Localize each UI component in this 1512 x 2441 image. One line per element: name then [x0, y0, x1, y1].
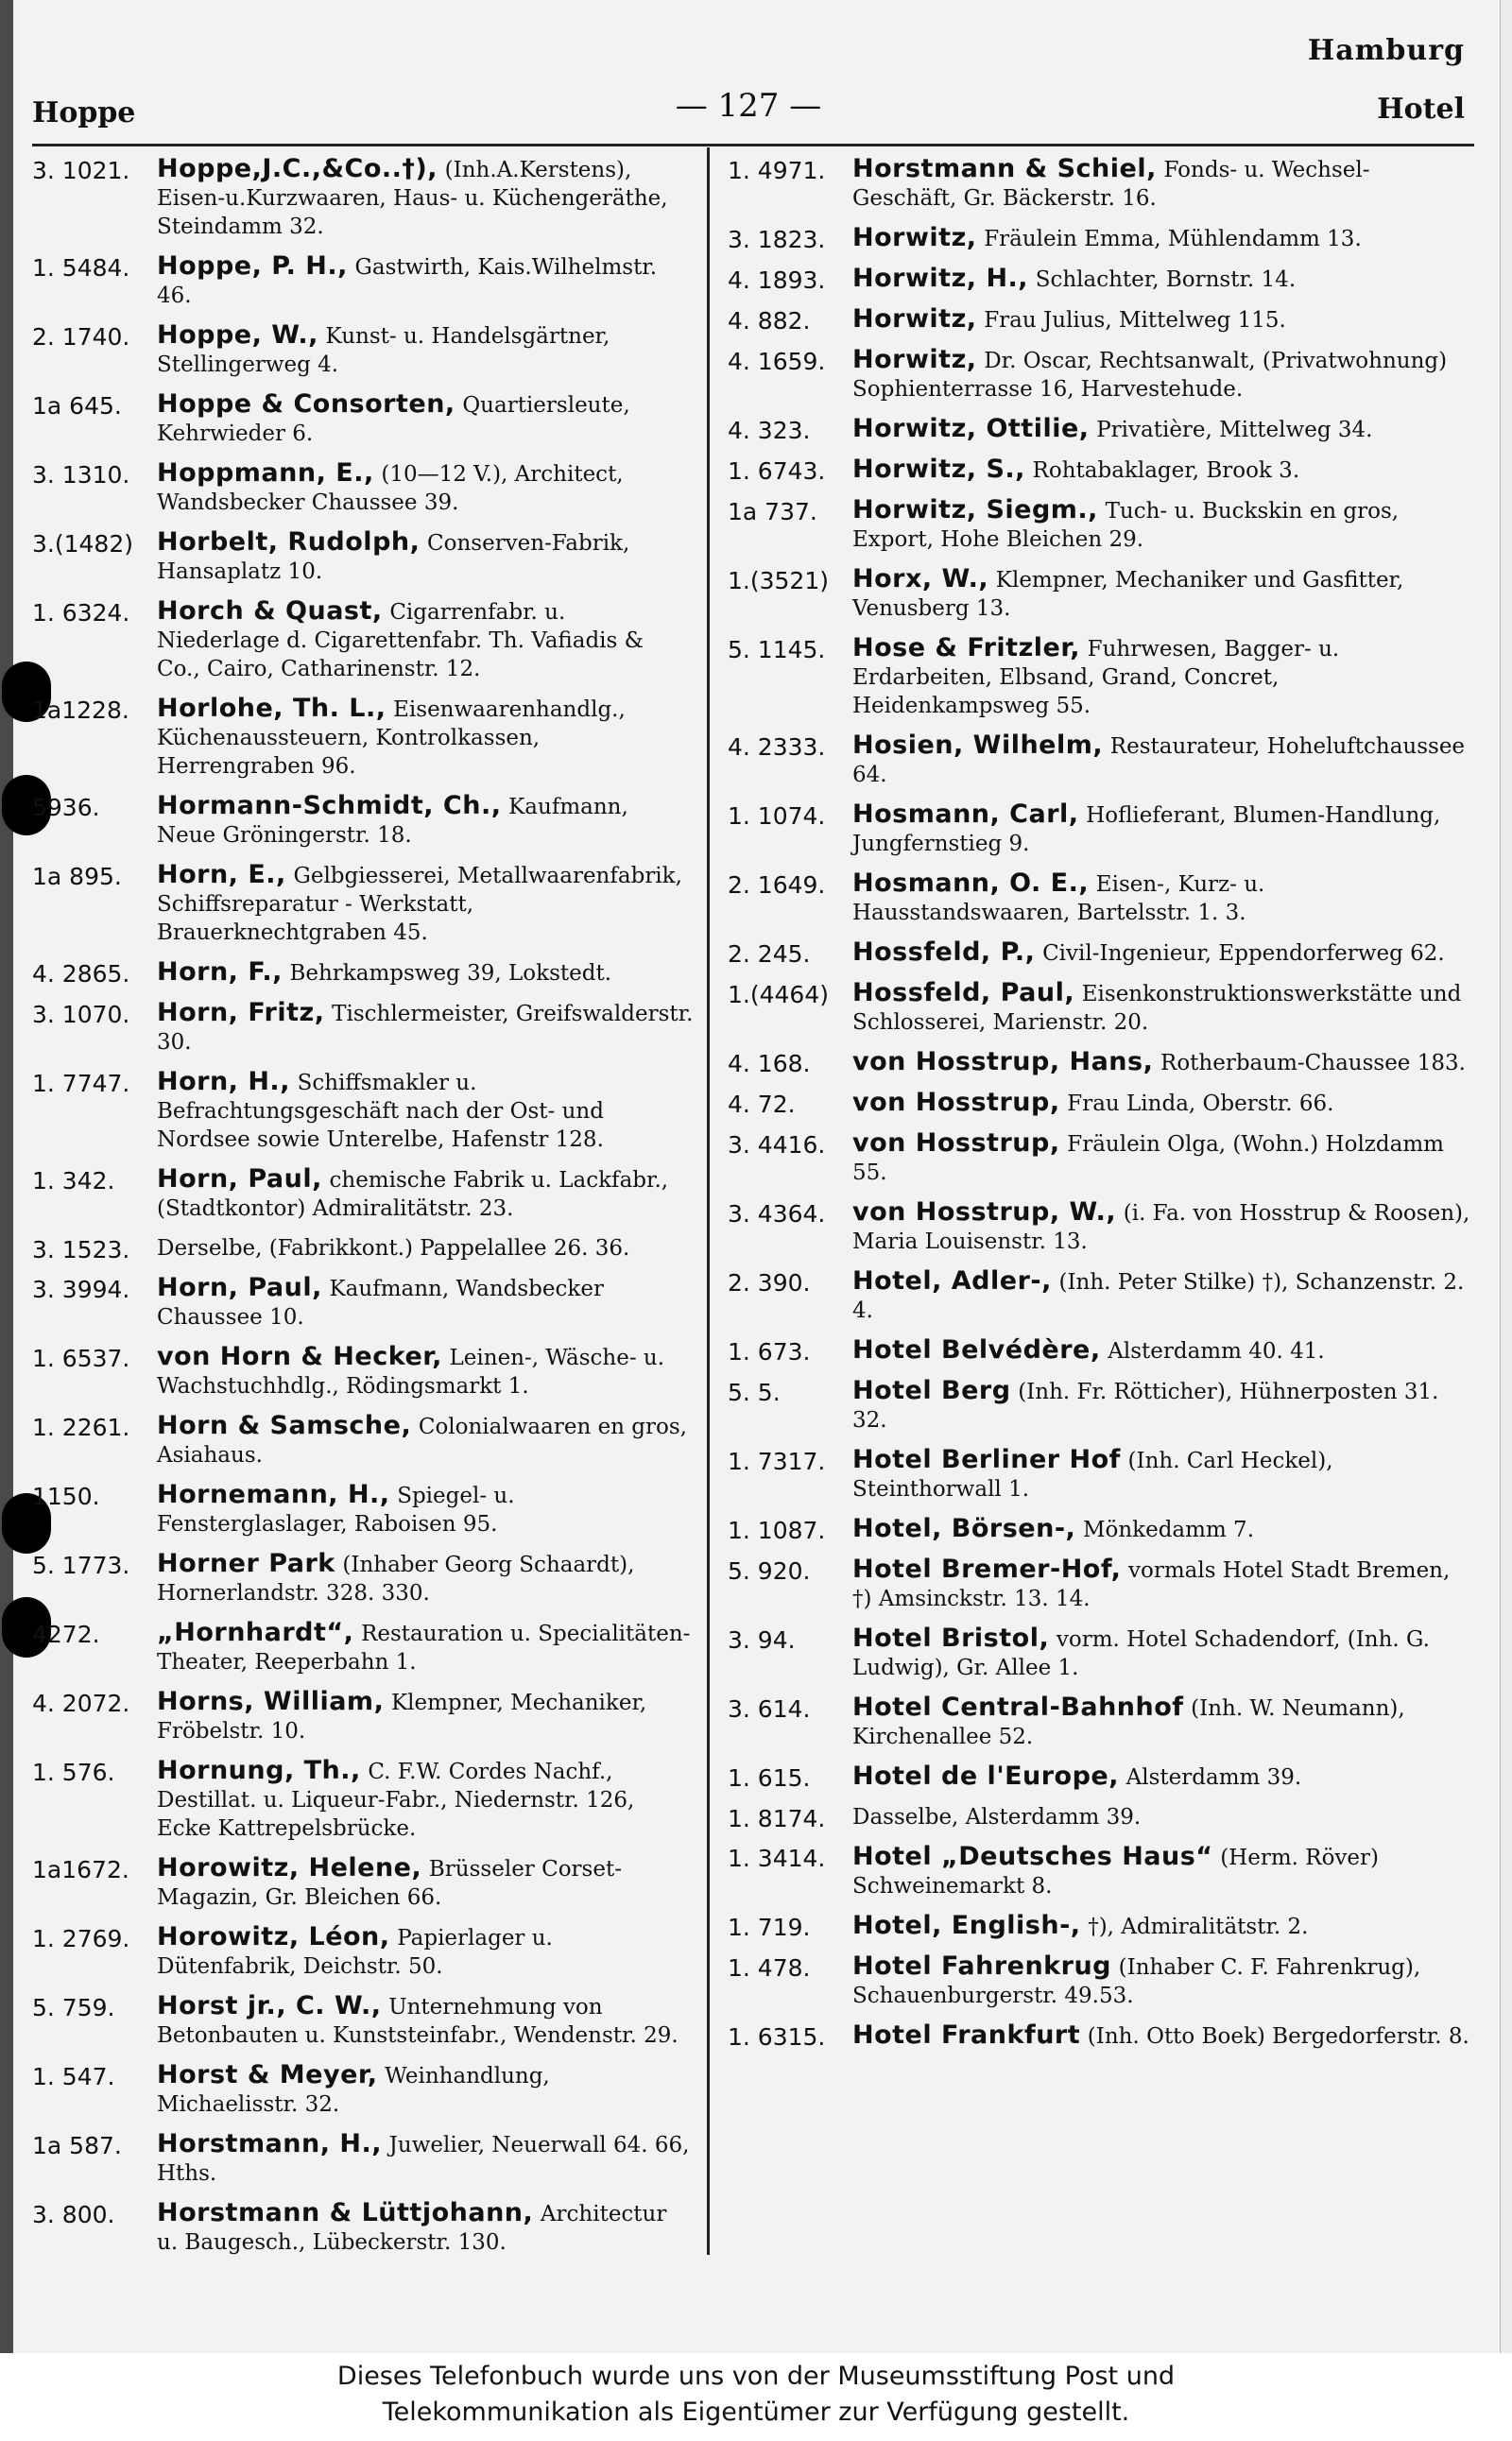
entry-description: Papierlager u. Dütenfabrik, Deichstr. 50. [157, 1926, 553, 1979]
directory-entry [728, 415, 1472, 444]
directory-entry [32, 1481, 694, 1539]
footer-notice [0, 2353, 1512, 2441]
phone-number: 3. 614. [728, 1695, 811, 1723]
entry-name: Horstmann, H., [157, 2129, 383, 2158]
phone-number: 5. 759. [32, 1994, 115, 2021]
directory-entry [728, 1515, 1472, 1544]
entry-name: Hotel, English-, [852, 1911, 1081, 1940]
entry-name: Horstmann & Schiel, [852, 154, 1157, 183]
directory-entry [728, 346, 1472, 404]
phone-number: 2. 245. [728, 940, 811, 968]
entry-name: Hoppe, W., [157, 320, 318, 350]
entry-name: Hotel Belvédère, [852, 1335, 1101, 1365]
entry-name: Hotel Bristol, [852, 1624, 1050, 1653]
directory-entry [32, 1688, 694, 1745]
header-right-keyword: Hotel [1377, 93, 1465, 126]
entry-name: Hotel Frankfurt [852, 2020, 1081, 2050]
directory-entry [32, 1992, 694, 2050]
entry-description: (Inh. Fr. Rötticher), Hühnerposten 31. 32. [852, 1380, 1439, 1433]
entry-description: Frau Linda, Oberstr. 66. [1067, 1092, 1334, 1116]
entry-description: Kunst- u. Handelsgärtner, Stellingerweg 4. [157, 324, 610, 377]
phone-number: 4. 2333. [728, 733, 826, 761]
page-number: — 127 — [675, 87, 822, 125]
binding-edge [0, 0, 13, 2353]
phone-number: 2. 1740. [32, 323, 130, 351]
entry-name: Hormann-Schmidt, Ch., [157, 791, 502, 820]
phone-number: 4. 1659. [728, 348, 826, 375]
entry-description: chemische Fabrik u. Lackfabr., (Stadtkontor) Admiralitätstr. 23. [157, 1168, 669, 1221]
phone-number: 1. 3414. [728, 1845, 826, 1872]
entry-name: Hossfeld, Paul, [852, 978, 1075, 1007]
phone-number: 3. 94. [728, 1626, 796, 1654]
phone-number: 1. 4971. [728, 157, 826, 184]
entry-name: Hosien, Wilhelm, [852, 731, 1104, 760]
phone-number: 4. 2072. [32, 1690, 130, 1717]
header-left-keyword: Hoppe [32, 96, 136, 129]
entry-name: Hosmann, O. E., [852, 868, 1090, 898]
phone-number: 1. 7747. [32, 1070, 130, 1097]
entry-name: Horn, Fritz, [157, 998, 325, 1027]
entry-description: Rotherbaum-Chaussee 183. [1160, 1051, 1466, 1075]
entry-description: Civil-Ingenieur, Eppendorferweg 62. [1042, 941, 1445, 966]
entry-name: Horn, E., [157, 860, 286, 889]
entry-description: Mönkedamm 7. [1082, 1518, 1255, 1542]
directory-entry [728, 1048, 1472, 1077]
entry-description: Tischlermeister, Greifswalderstr. 30. [157, 1002, 694, 1055]
entry-description: Alsterdamm 40. 41. [1108, 1339, 1325, 1364]
phone-number: 3. 1823. [728, 226, 826, 253]
directory-entry [728, 938, 1472, 968]
phone-number: 1. 673. [728, 1338, 811, 1366]
phone-number: 5. 5. [728, 1379, 781, 1406]
directory-entry [32, 1412, 694, 1470]
entry-name: Hotel „Deutsches Haus“ [852, 1842, 1213, 1871]
entry-name: Hotel Fahrenkrug [852, 1951, 1111, 1981]
entry-name: Horner Park [157, 1549, 335, 1578]
entry-description: Architectur u. Baugesch., Lübeckerstr. 130. [157, 2202, 667, 2255]
phone-number: 4. 2865. [32, 960, 130, 988]
directory-entry [728, 1089, 1472, 1118]
column-divider [707, 147, 710, 2255]
phone-number: 1a 587. [32, 2132, 122, 2159]
entry-description: Gelbgiesserei, Metallwaarenfabrik, Schiffsreparatur - Werkstatt, Brauerknechtgraben 45. [157, 864, 682, 945]
directory-entry [728, 224, 1472, 253]
directory-entry [32, 1068, 694, 1154]
entry-name: Horx, W., [852, 564, 989, 593]
entry-name: Horch & Quast, [157, 596, 383, 626]
entry-name: von Horn & Hecker, [157, 1342, 442, 1371]
entry-name: von Hosstrup, [852, 1088, 1060, 1117]
entry-description: Dr. Oscar, Rechtsanwalt, (Privatwohnung) Sophienterrasse 16, Harvestehude. [852, 349, 1448, 402]
phone-number: 1. 5484. [32, 254, 130, 282]
phone-number: 4272. [32, 1621, 100, 1648]
entry-name: Horst jr., C. W., [157, 1991, 382, 2020]
directory-entry [32, 459, 694, 517]
phone-number: 3. 1070. [32, 1001, 130, 1028]
entry-description: Weinhandlung, Michaelisstr. 32. [157, 2064, 550, 2117]
directory-entry [728, 1446, 1472, 1504]
entry-name: Hotel Berg [852, 1376, 1011, 1405]
phone-number: 1. 6324. [32, 599, 130, 627]
phone-number: 2. 1649. [728, 871, 826, 899]
entry-name: Horstmann & Lüttjohann, [157, 2198, 534, 2227]
entry-name: von Hosstrup, Hans, [852, 1047, 1154, 1076]
directory-entry [32, 861, 694, 947]
phone-number: 4. 882. [728, 307, 811, 335]
directory-entry [728, 1556, 1472, 1613]
phone-number: 1. 1087. [728, 1517, 826, 1544]
header-city: Hamburg [1307, 34, 1465, 67]
entry-name: Horowitz, Helene, [157, 1853, 422, 1882]
phone-number: 3. 1021. [32, 157, 130, 184]
entry-name: Horwitz, S., [852, 455, 1025, 484]
phone-number: 3. 800. [32, 2201, 115, 2228]
entry-name: Hoppmann, E., [157, 458, 374, 488]
entry-name: Horwitz, [852, 223, 977, 252]
entry-name: Horn, Paul, [157, 1273, 322, 1302]
phone-number: 4. 72. [728, 1091, 796, 1118]
directory-entry [32, 1274, 694, 1332]
entry-description: Eisenkonstruktionswerkstätte und Schlosserei, Marienstr. 20. [852, 982, 1462, 1035]
entry-description: (Inhaber Georg Schaardt), Hornerlandstr. 328. 330. [157, 1553, 635, 1606]
phone-number: 1. 547. [32, 2063, 115, 2090]
directory-entry [728, 800, 1472, 858]
entry-description: Juwelier, Neuerwall 64. 66, Hths. [157, 2133, 690, 2186]
phone-number: 1. 8174. [728, 1805, 826, 1832]
phone-number: 3. 1523. [32, 1236, 130, 1263]
phone-number: 1. 7317. [728, 1448, 826, 1475]
phone-number: 1a1672. [32, 1856, 129, 1883]
entry-description: Fräulein Emma, Mühlendamm 13. [984, 227, 1362, 251]
entry-description: Brüsseler Corset-Magazin, Gr. Bleichen 66. [157, 1857, 622, 1910]
entry-name: Hotel Bremer-Hof, [852, 1555, 1122, 1584]
directory-entry [32, 2130, 694, 2188]
entry-description: Tuch- u. Buckskin en gros, Export, Hohe Bleichen 29. [852, 499, 1400, 552]
entry-description: Kaufmann, Wandsbecker Chaussee 10. [157, 1277, 604, 1330]
entry-description: Restauration u. Specialitäten-Theater, Reeperbahn 1. [157, 1622, 691, 1675]
entry-name: Horwitz, [852, 304, 977, 334]
entry-description: Eisen-, Kurz- u. Hausstandswaaren, Bartelsstr. 1. 3. [852, 872, 1265, 925]
phone-number: 1. 2261. [32, 1414, 130, 1441]
entry-description: Klempner, Mechaniker und Gasfitter, Venusberg 13. [852, 568, 1404, 621]
directory-entry [728, 1693, 1472, 1751]
entry-description: Cigarrenfabr. u. Niederlage d. Cigarettenfabr. Th. Vafiadis & Co., Cairo, Catharinenstr. 12. [157, 600, 644, 681]
phone-number: 1a1228. [32, 696, 129, 724]
directory-entry [728, 634, 1472, 720]
entry-description: Hoflieferant, Blumen-Handlung, Jungfernstieg 9. [852, 803, 1441, 856]
directory-entry [32, 999, 694, 1057]
directory-entry [728, 265, 1472, 294]
entry-description: †), Admiralitätstr. 2. [1088, 1915, 1309, 1939]
phone-number: 5936. [32, 794, 100, 821]
entry-name: Hotel, Börsen-, [852, 1514, 1076, 1543]
phone-number: 3.(1482) [32, 530, 133, 558]
entry-name: Hosmann, Carl, [852, 799, 1079, 829]
directory-entry [32, 2199, 694, 2257]
directory-entry [728, 496, 1472, 554]
entry-description: Quartiersleute, Kehrwieder 6. [157, 393, 630, 446]
directory-entry [728, 1762, 1472, 1792]
entry-name: Hornemann, H., [157, 1480, 390, 1509]
entry-description: (Inh.A.Kerstens), Eisen-u.Kurzwaaren, Haus- u. Küchengeräthe, Steindamm 32. [157, 158, 668, 239]
entry-description: Fonds- u. Wechsel-Geschäft, Gr. Bäckerstr. 16. [852, 158, 1370, 211]
right-column [728, 155, 1472, 2062]
phone-number: 1150. [32, 1483, 100, 1510]
entry-description: (Inh. Otto Boek) Bergedorferstr. 8. [1087, 2024, 1469, 2049]
directory-entry [728, 565, 1472, 623]
entry-name: Horwitz, Ottilie, [852, 414, 1090, 443]
entry-description: vorm. Hotel Schadendorf, (Inh. G. Ludwig), Gr. Allee 1. [852, 1627, 1430, 1680]
entry-description: Schiffsmakler u. Befrachtungsgeschäft nach der Ost- und Nordsee sowie Unterelbe, Hafenstr 128. [157, 1071, 604, 1152]
entry-description: (Herm. Röver) Schweinemarkt 8. [852, 1846, 1380, 1899]
entry-name: Horowitz, Léon, [157, 1922, 390, 1951]
entry-name: Horn & Samsche, [157, 1411, 412, 1440]
phone-number: 5. 920. [728, 1557, 811, 1585]
entry-description: Derselbe, (Fabrikkont.) Pappelallee 26. 36. [157, 1236, 630, 1261]
header-rule [32, 144, 1474, 146]
directory-entry [32, 390, 694, 448]
entry-name: Horwitz, [852, 345, 977, 374]
directory-entry [32, 597, 694, 683]
directory-entry [728, 2021, 1472, 2051]
entry-description: Eisenwaarenhandlg., Küchenaussteuern, Kontrolkassen, Herrengraben 96. [157, 697, 626, 779]
entry-name: Horwitz, H., [852, 264, 1029, 293]
entry-description: Frau Julius, Mittelweg 115. [984, 308, 1286, 333]
entry-description: Kaufmann, Neue Gröningerstr. 18. [157, 795, 628, 848]
phone-number: 5. 1773. [32, 1552, 130, 1579]
entry-name: Horwitz, Siegm., [852, 495, 1098, 524]
entry-name: Hotel de l'Europe, [852, 1762, 1120, 1791]
directory-entry [32, 695, 694, 781]
phone-number: 3. 1310. [32, 461, 130, 489]
entry-name: „Hornhardt“, [157, 1618, 354, 1647]
entry-description: Rohtabaklager, Brook 3. [1032, 458, 1300, 483]
entry-description: Klempner, Mechaniker, Fröbelstr. 10. [157, 1691, 647, 1744]
phone-number: 1. 2769. [32, 1925, 130, 1952]
phone-number: 1a 645. [32, 392, 122, 420]
entry-name: Hose & Fritzler, [852, 633, 1080, 662]
phone-number: 1. 576. [32, 1759, 115, 1786]
directory-entry [32, 321, 694, 379]
entry-description: Alsterdamm 39. [1125, 1765, 1302, 1790]
entry-description: Schlachter, Bornstr. 14. [1035, 267, 1297, 292]
entry-description: Dasselbe, Alsterdamm 39. [852, 1805, 1142, 1830]
entry-name: von Hosstrup, [852, 1128, 1060, 1158]
entry-name: Horns, William, [157, 1687, 385, 1716]
entry-name: Hotel Berliner Hof [852, 1445, 1121, 1474]
entry-description: (i. Fa. von Hosstrup & Roosen), Maria Louisenstr. 13. [852, 1201, 1470, 1254]
phone-number: 5. 1145. [728, 636, 826, 663]
entry-name: Horn, Paul, [157, 1164, 322, 1194]
entry-name: Horst & Meyer, [157, 2060, 378, 2089]
entry-description: Restaurateur, Hoheluftchaussee 64. [852, 734, 1466, 787]
phone-number: 1. 6537. [32, 1345, 130, 1372]
entry-description: (Inh. Peter Stilke) †), Schanzenstr. 2. 4. [852, 1270, 1465, 1323]
phone-number: 4. 1893. [728, 266, 826, 294]
phone-number: 1. 1074. [728, 802, 826, 830]
entry-description: (10—12 V.), Architect, Wandsbecker Chaussee 39. [157, 462, 624, 515]
entry-description: Colonialwaaren en gros, Asiahaus. [157, 1415, 687, 1468]
directory-entry [32, 1854, 694, 1912]
entry-description: Behrkampsweg 39, Lokstedt. [289, 961, 612, 986]
entry-name: Hoppe, P. H., [157, 251, 348, 281]
directory-entry [728, 869, 1472, 927]
phone-number: 3. 4416. [728, 1131, 826, 1159]
directory-entry [728, 1843, 1472, 1900]
entry-name: Horn, H., [157, 1067, 290, 1096]
entry-description: C. F.W. Cordes Nachf., Destillat. u. Liqueur-Fabr., Niedernstr. 126, Ecke Kattrepelsbrücke. [157, 1760, 635, 1841]
entry-name: Hotel, Adler-, [852, 1266, 1052, 1296]
entry-description: Leinen-, Wäsche- u. Wachstuchhdlg., Rödingsmarkt 1. [157, 1346, 665, 1399]
entry-name: Horbelt, Rudolph, [157, 527, 421, 557]
phone-number: 3. 4364. [728, 1200, 826, 1228]
directory-entry [32, 1234, 694, 1263]
phone-number: 1. 342. [32, 1167, 115, 1195]
directory-entry [728, 1624, 1472, 1682]
directory-entry [728, 1377, 1472, 1435]
directory-entry [32, 1165, 694, 1223]
directory-entry [728, 456, 1472, 485]
directory-entry [728, 1129, 1472, 1187]
entry-name: Hotel Central-Bahnhof [852, 1693, 1184, 1722]
directory-entry [728, 1198, 1472, 1256]
entry-name: Hoppe,J.C.,&Co..†), [157, 154, 438, 183]
entry-description: Unternehmung von Betonbauten u. Kunststeinfabr., Wendenstr. 29. [157, 1995, 679, 2048]
directory-entry [32, 528, 694, 586]
phone-number: 1. 478. [728, 1954, 811, 1982]
phone-number: 2. 390. [728, 1269, 811, 1297]
entry-description: Fräulein Olga, (Wohn.) Holzdamm 55. [852, 1132, 1444, 1185]
entry-description: Conserven-Fabrik, Hansaplatz 10. [157, 531, 630, 584]
entry-name: Hoppe & Consorten, [157, 389, 455, 419]
entry-description: Gastwirth, Kais.Wilhelmstr. 46. [157, 255, 658, 308]
directory-entry [32, 958, 694, 988]
entry-name: Horlohe, Th. L., [157, 694, 387, 723]
footer-line: Telekommunikation als Eigentümer zur Verfügung gestellt. [382, 2398, 1130, 2427]
entry-name: Horn, F., [157, 957, 283, 987]
directory-entry [728, 731, 1472, 789]
directory-entry [728, 979, 1472, 1037]
page-header [32, 28, 1465, 132]
directory-entry [728, 1952, 1472, 2010]
directory-entry [728, 1803, 1472, 1831]
entry-name: Hossfeld, P., [852, 937, 1036, 967]
phone-number: 1. 6743. [728, 457, 826, 485]
entry-description: (Inh. W. Neumann), Kirchenallee 52. [852, 1696, 1405, 1749]
phone-number: 1. 6315. [728, 2023, 826, 2051]
entry-description: vormals Hotel Stadt Bremen, †) Amsinckstr. 13. 14. [852, 1558, 1451, 1611]
entry-description: Spiegel- u. Fensterglaslager, Raboisen 95. [157, 1484, 515, 1537]
phone-number: 1a 895. [32, 863, 122, 890]
directory-entry [728, 155, 1472, 213]
entry-description: (Inh. Carl Heckel), Steinthorwall 1. [852, 1449, 1333, 1502]
phone-number: 1a 737. [728, 498, 817, 525]
directory-entry [32, 252, 694, 310]
entry-description: Fuhrwesen, Bagger- u. Erdarbeiten, Elbsand, Grand, Concret, Heidenkampsweg 55. [852, 637, 1340, 718]
entry-description: (Inhaber C. F. Fahrenkrug), Schauenburgerstr. 49.53. [852, 1955, 1421, 2008]
entry-description: Privatière, Mittelweg 34. [1096, 418, 1373, 442]
directory-entry [32, 2061, 694, 2119]
directory-entry [32, 792, 694, 850]
directory-entry [728, 1912, 1472, 1941]
phone-number: 4. 168. [728, 1050, 811, 1077]
phone-number: 1.(4464) [728, 981, 829, 1008]
directory-entry [728, 1336, 1472, 1366]
phone-number: 1. 719. [728, 1914, 811, 1941]
page-edge [1500, 0, 1512, 2353]
entry-name: Hornung, Th., [157, 1756, 361, 1785]
entry-name: von Hosstrup, W., [852, 1197, 1117, 1227]
footer-line: Dieses Telefonbuch wurde uns von der Museumsstiftung Post und [336, 2362, 1176, 2391]
directory-entry [728, 1267, 1472, 1325]
directory-entry [32, 1923, 694, 1981]
directory-entry [728, 305, 1472, 335]
directory-entry [32, 155, 694, 241]
left-column [32, 155, 694, 2268]
directory-entry [32, 1343, 694, 1401]
phone-number: 4. 323. [728, 417, 811, 444]
phone-number: 1. 615. [728, 1764, 811, 1792]
directory-entry [32, 1757, 694, 1843]
phone-number: 3. 3994. [32, 1276, 130, 1303]
directory-entry [32, 1550, 694, 1607]
phone-number: 1.(3521) [728, 567, 829, 594]
directory-entry [32, 1619, 694, 1676]
